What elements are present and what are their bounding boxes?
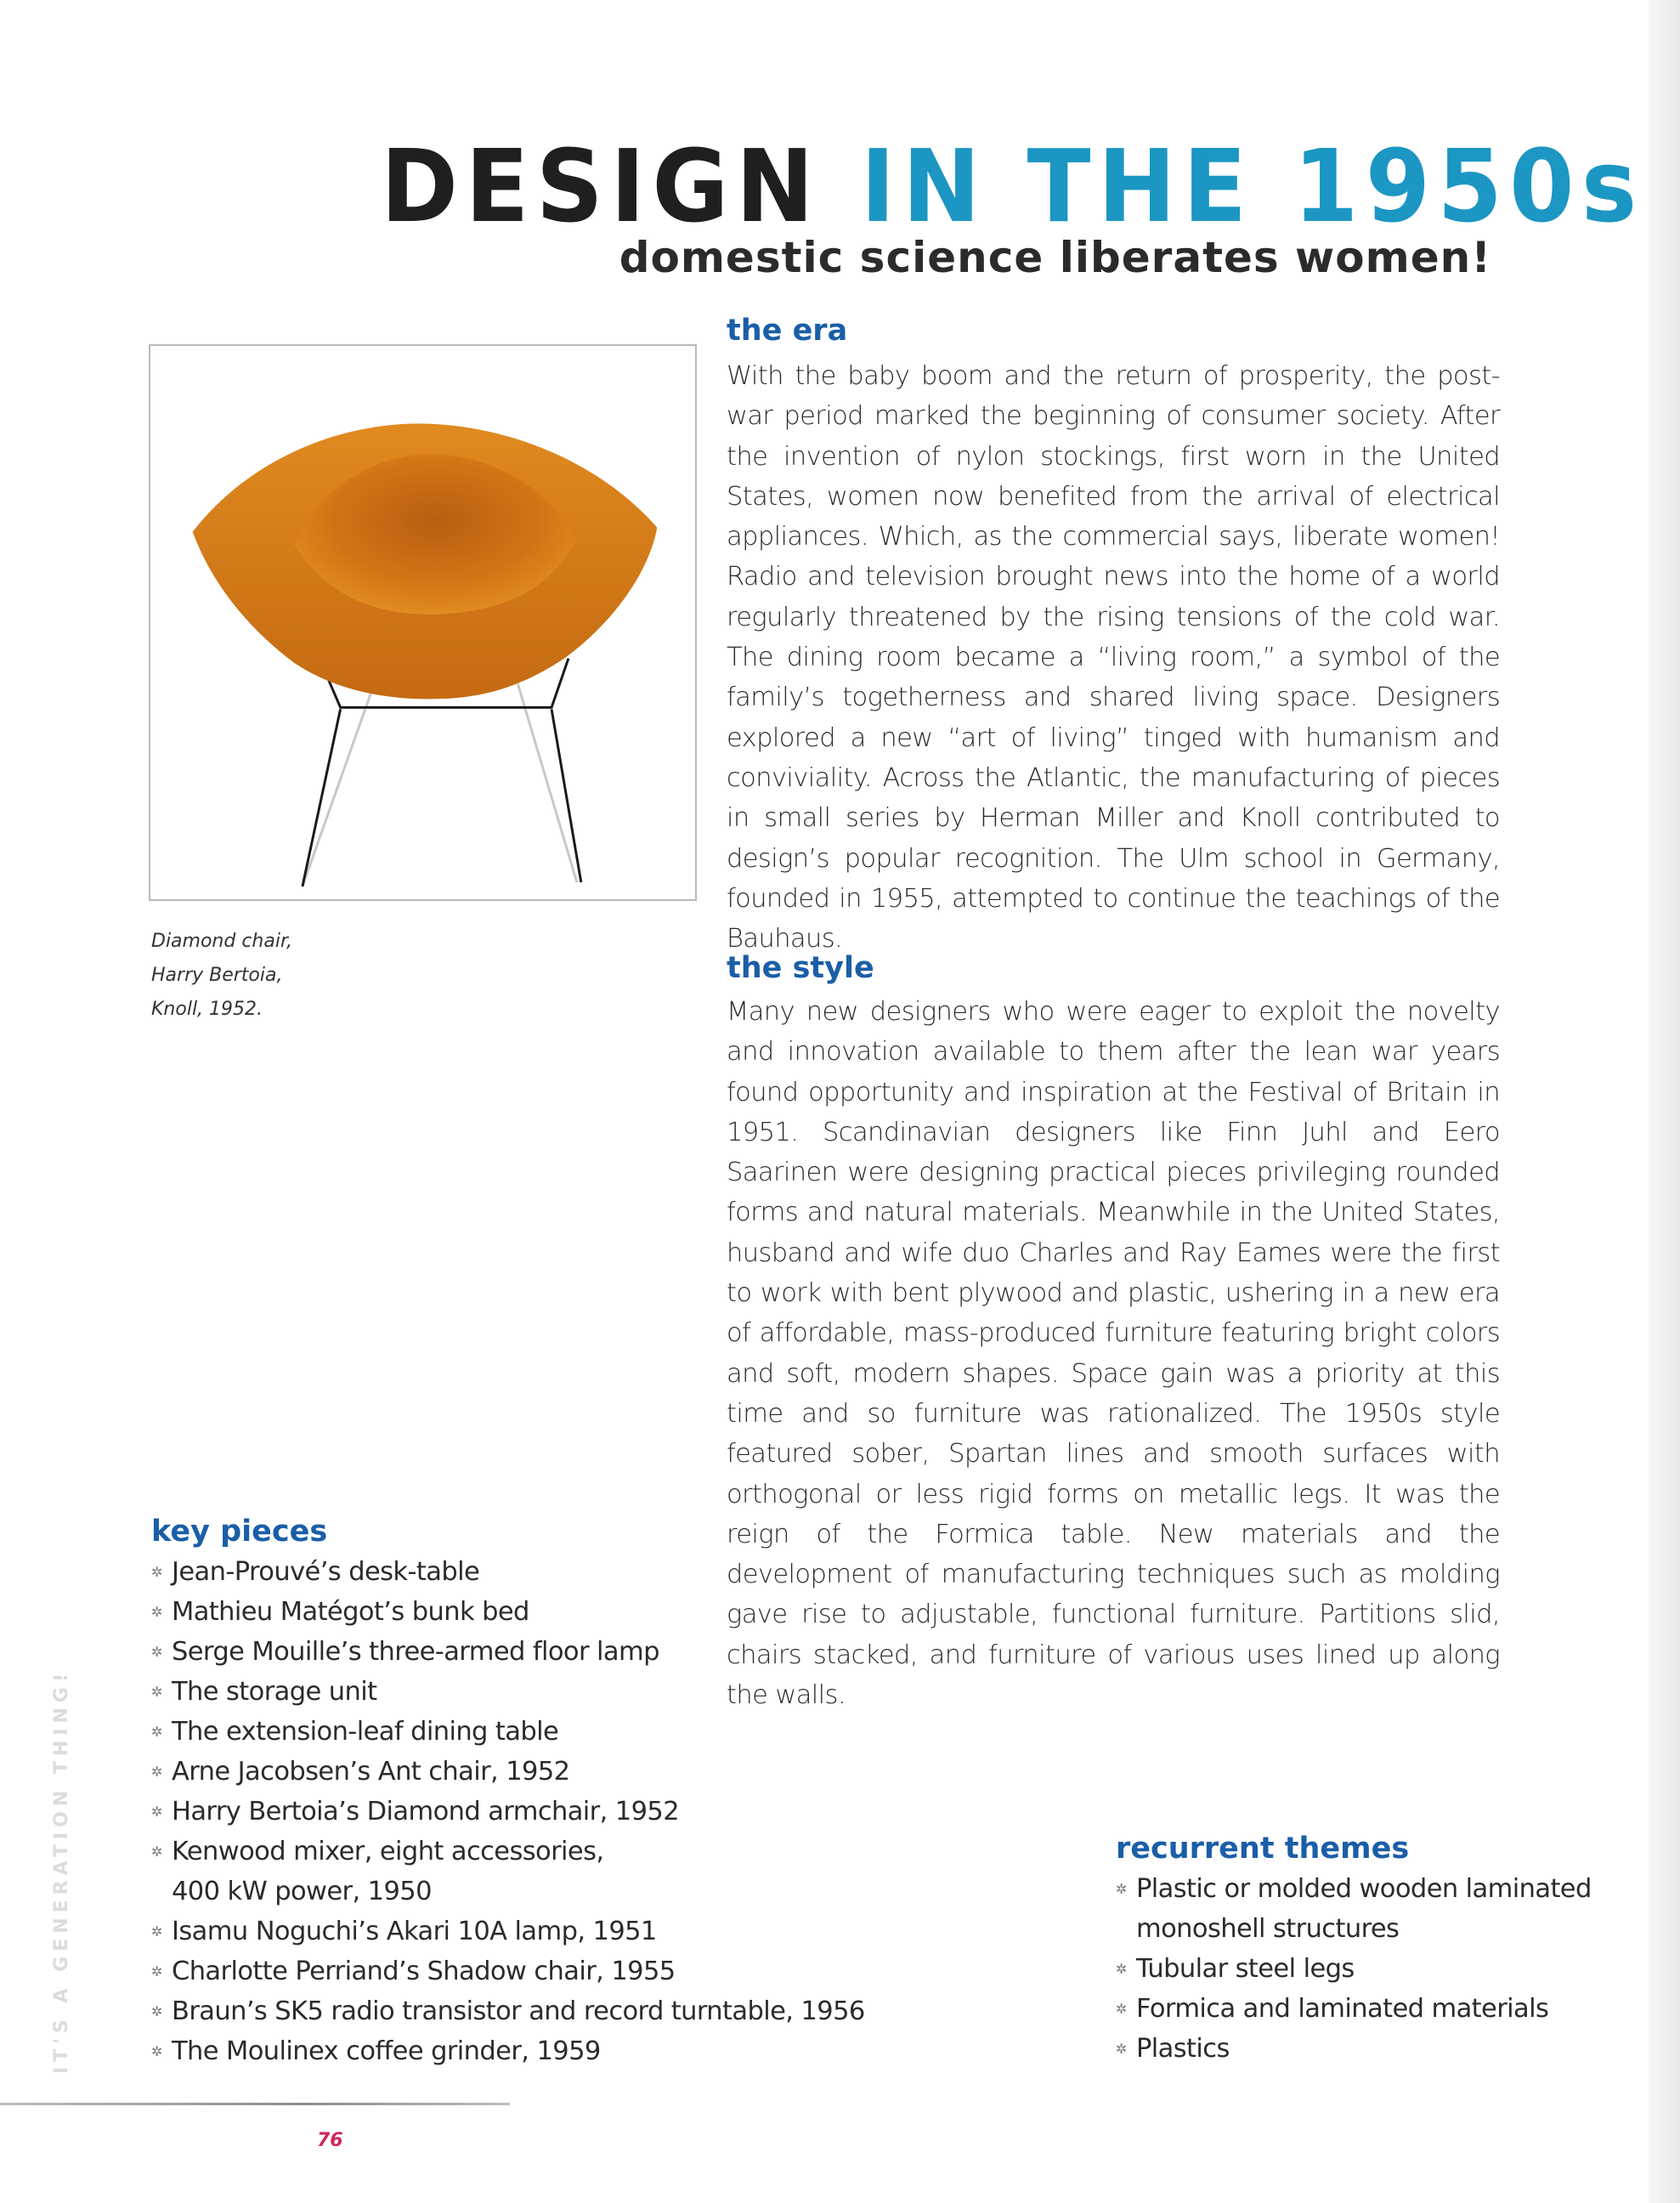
list-item	[151, 1712, 865, 1752]
list-item	[151, 1951, 865, 1991]
bullet-icon: ✲	[151, 1764, 162, 1780]
section-body: Many new designers who were eager to exploit the novelty and innovation available to them after the lean war years found opportunity and inspiration at the Festival of Britain in 1951. Scandinavian designers like Finn Juhl and Eero Saarinen were designing practical pieces privileging rounded forms and natural materials. Meanwhile in the United States, husband and wife duo Charles and Ray Eames were the first to work with bent plywood and plastic, ushering in a new era of affordable, mass-produced furniture featuring bright colors and soft, modern shapes. Space gain was a priority at this time and so furniture was rationalized. The 1950s style featured sober, Spartan lines and smooth surfaces with orthogonal or less rigid forms on metallic legs. It was the reign of the Formica table. New materials and the development of manufacturing techniques such as molding gave rise to adjustable, functional furniture. Partitions slid, chairs stacked, and furniture of various uses lined up along the walls.	[727, 997, 1500, 1711]
list-item-text: The storage unit	[172, 1677, 377, 1707]
list-item	[151, 1792, 865, 1832]
title-design: DESIGN	[381, 127, 822, 245]
chair-front-leg-right	[552, 709, 581, 882]
list-item	[151, 2031, 865, 2071]
bullet-icon: ✲	[151, 2043, 162, 2059]
list-item	[151, 1632, 865, 1672]
bullet-icon: ✲	[151, 1923, 162, 1940]
page-title	[381, 127, 1644, 245]
list-item-text: Arne Jacobsen’s Ant chair, 1952	[172, 1757, 570, 1787]
bullet-icon: ✲	[1116, 2001, 1127, 2017]
list-item	[151, 1911, 865, 1951]
list-item	[1116, 1869, 1592, 1909]
bullet-icon: ✲	[151, 1804, 162, 1820]
list-item-text: The Moulinex coffee grinder, 1959	[172, 2036, 601, 2066]
page-edge-shadow	[1649, 0, 1680, 2203]
list-item-text: Formica and laminated materials	[1136, 1994, 1549, 2024]
list-item-text: Plastics	[1136, 2034, 1230, 2064]
list-item-text: Kenwood mixer, eight accessories,	[172, 1837, 604, 1866]
list-item-text: Jean-Prouvé’s desk-table	[172, 1557, 480, 1587]
key-pieces-list	[151, 1517, 865, 2071]
caption-line: Harry Bertoia,	[151, 965, 283, 986]
list-item-text: Mathieu Matégot’s bunk bed	[172, 1597, 529, 1627]
bullet-icon: ✲	[151, 1684, 162, 1700]
bullet-icon: ✲	[151, 1604, 162, 1620]
photo-caption	[151, 925, 292, 1027]
section-heading: recurrent themes	[1116, 1832, 1410, 1866]
list-item-text: Serge Mouille’s three-armed floor lamp	[172, 1637, 659, 1667]
footer-divider	[0, 2103, 510, 2105]
bullet-icon: ✲	[151, 1843, 162, 1860]
list-item-text: Tubular steel legs	[1136, 1954, 1355, 1984]
title-in-the-1950s: IN THE 1950s	[860, 127, 1644, 245]
list-item-continuation	[151, 1872, 865, 1911]
list-item-text: Isamu Noguchi’s Akari 10A lamp, 1951	[172, 1917, 657, 1946]
page-number: 76	[317, 2130, 343, 2151]
list-item-text: monoshell structures	[1136, 1914, 1400, 1944]
list-item	[1116, 2029, 1592, 2069]
list-item	[151, 1832, 865, 1872]
caption-line: Knoll, 1952.	[151, 999, 263, 1020]
list-item-text: The extension-leaf dining table	[172, 1717, 559, 1747]
section-heading: the era	[727, 314, 848, 348]
list-item	[1116, 1949, 1592, 1989]
chair-rear-leg-right	[518, 684, 577, 883]
recurrent-themes-list	[1116, 1834, 1592, 2069]
caption-line: Diamond chair,	[151, 931, 292, 952]
section-the-era	[727, 316, 1500, 959]
diamond-chair-illustration	[150, 346, 695, 899]
list-item-text: Braun’s SK5 radio transistor and record turntable, 1956	[172, 1996, 865, 2026]
list-item	[1116, 1989, 1592, 2029]
section-heading: key pieces	[151, 1515, 328, 1549]
bullet-icon: ✲	[1116, 1881, 1127, 1897]
bullet-icon: ✲	[151, 1644, 162, 1660]
bullet-icon: ✲	[151, 1564, 162, 1580]
list-item-text: Charlotte Perriand’s Shadow chair, 1955	[172, 1957, 676, 1986]
list-item	[151, 1552, 865, 1592]
page-subtitle: domestic science liberates women!	[619, 233, 1491, 282]
list-item-continuation	[1116, 1909, 1592, 1949]
spine-running-title: IT'S A GENERATION THING!	[51, 1668, 72, 2074]
list-item	[151, 1672, 865, 1712]
list-item	[151, 1592, 865, 1632]
section-body: With the baby boom and the return of prosperity, the post-war period marked the beginning of consumer society. After the invention of nylon stockings, first worn in the United States, women now benefited from the arrival of electrical appliances. Which, as the commercial says, liberate women! Radio and television brought news into the home of a world regularly threatened by the rising tensions of the cold war. The dining room became a “living room,” a symbol of the family’s togetherness and shared living space. Designers explored a new “art of living” tinged with humanism and conviviality. Across the Atlantic, the manufacturing of pieces in small series by Herman Miller and Knoll contributed to design’s popular recognition. The Ulm school in Germany, founded in 1955, attempted to continue the teachings of the Bauhaus.	[727, 361, 1500, 954]
bullet-icon: ✲	[151, 1724, 162, 1740]
list-item-text: 400 kW power, 1950	[172, 1877, 432, 1906]
list-item	[151, 1752, 865, 1792]
bullet-icon: ✲	[1116, 1961, 1127, 1977]
bullet-icon: ✲	[1116, 2041, 1127, 2057]
diamond-chair-photo	[149, 344, 697, 901]
list-item-text: Harry Bertoia’s Diamond armchair, 1952	[172, 1797, 680, 1826]
list-item	[151, 1991, 865, 2031]
bullet-icon: ✲	[151, 1963, 162, 1979]
list-item-text: Plastic or molded wooden laminated	[1136, 1874, 1592, 1904]
section-heading: the style	[727, 951, 874, 985]
bullet-icon: ✲	[151, 2003, 162, 2019]
